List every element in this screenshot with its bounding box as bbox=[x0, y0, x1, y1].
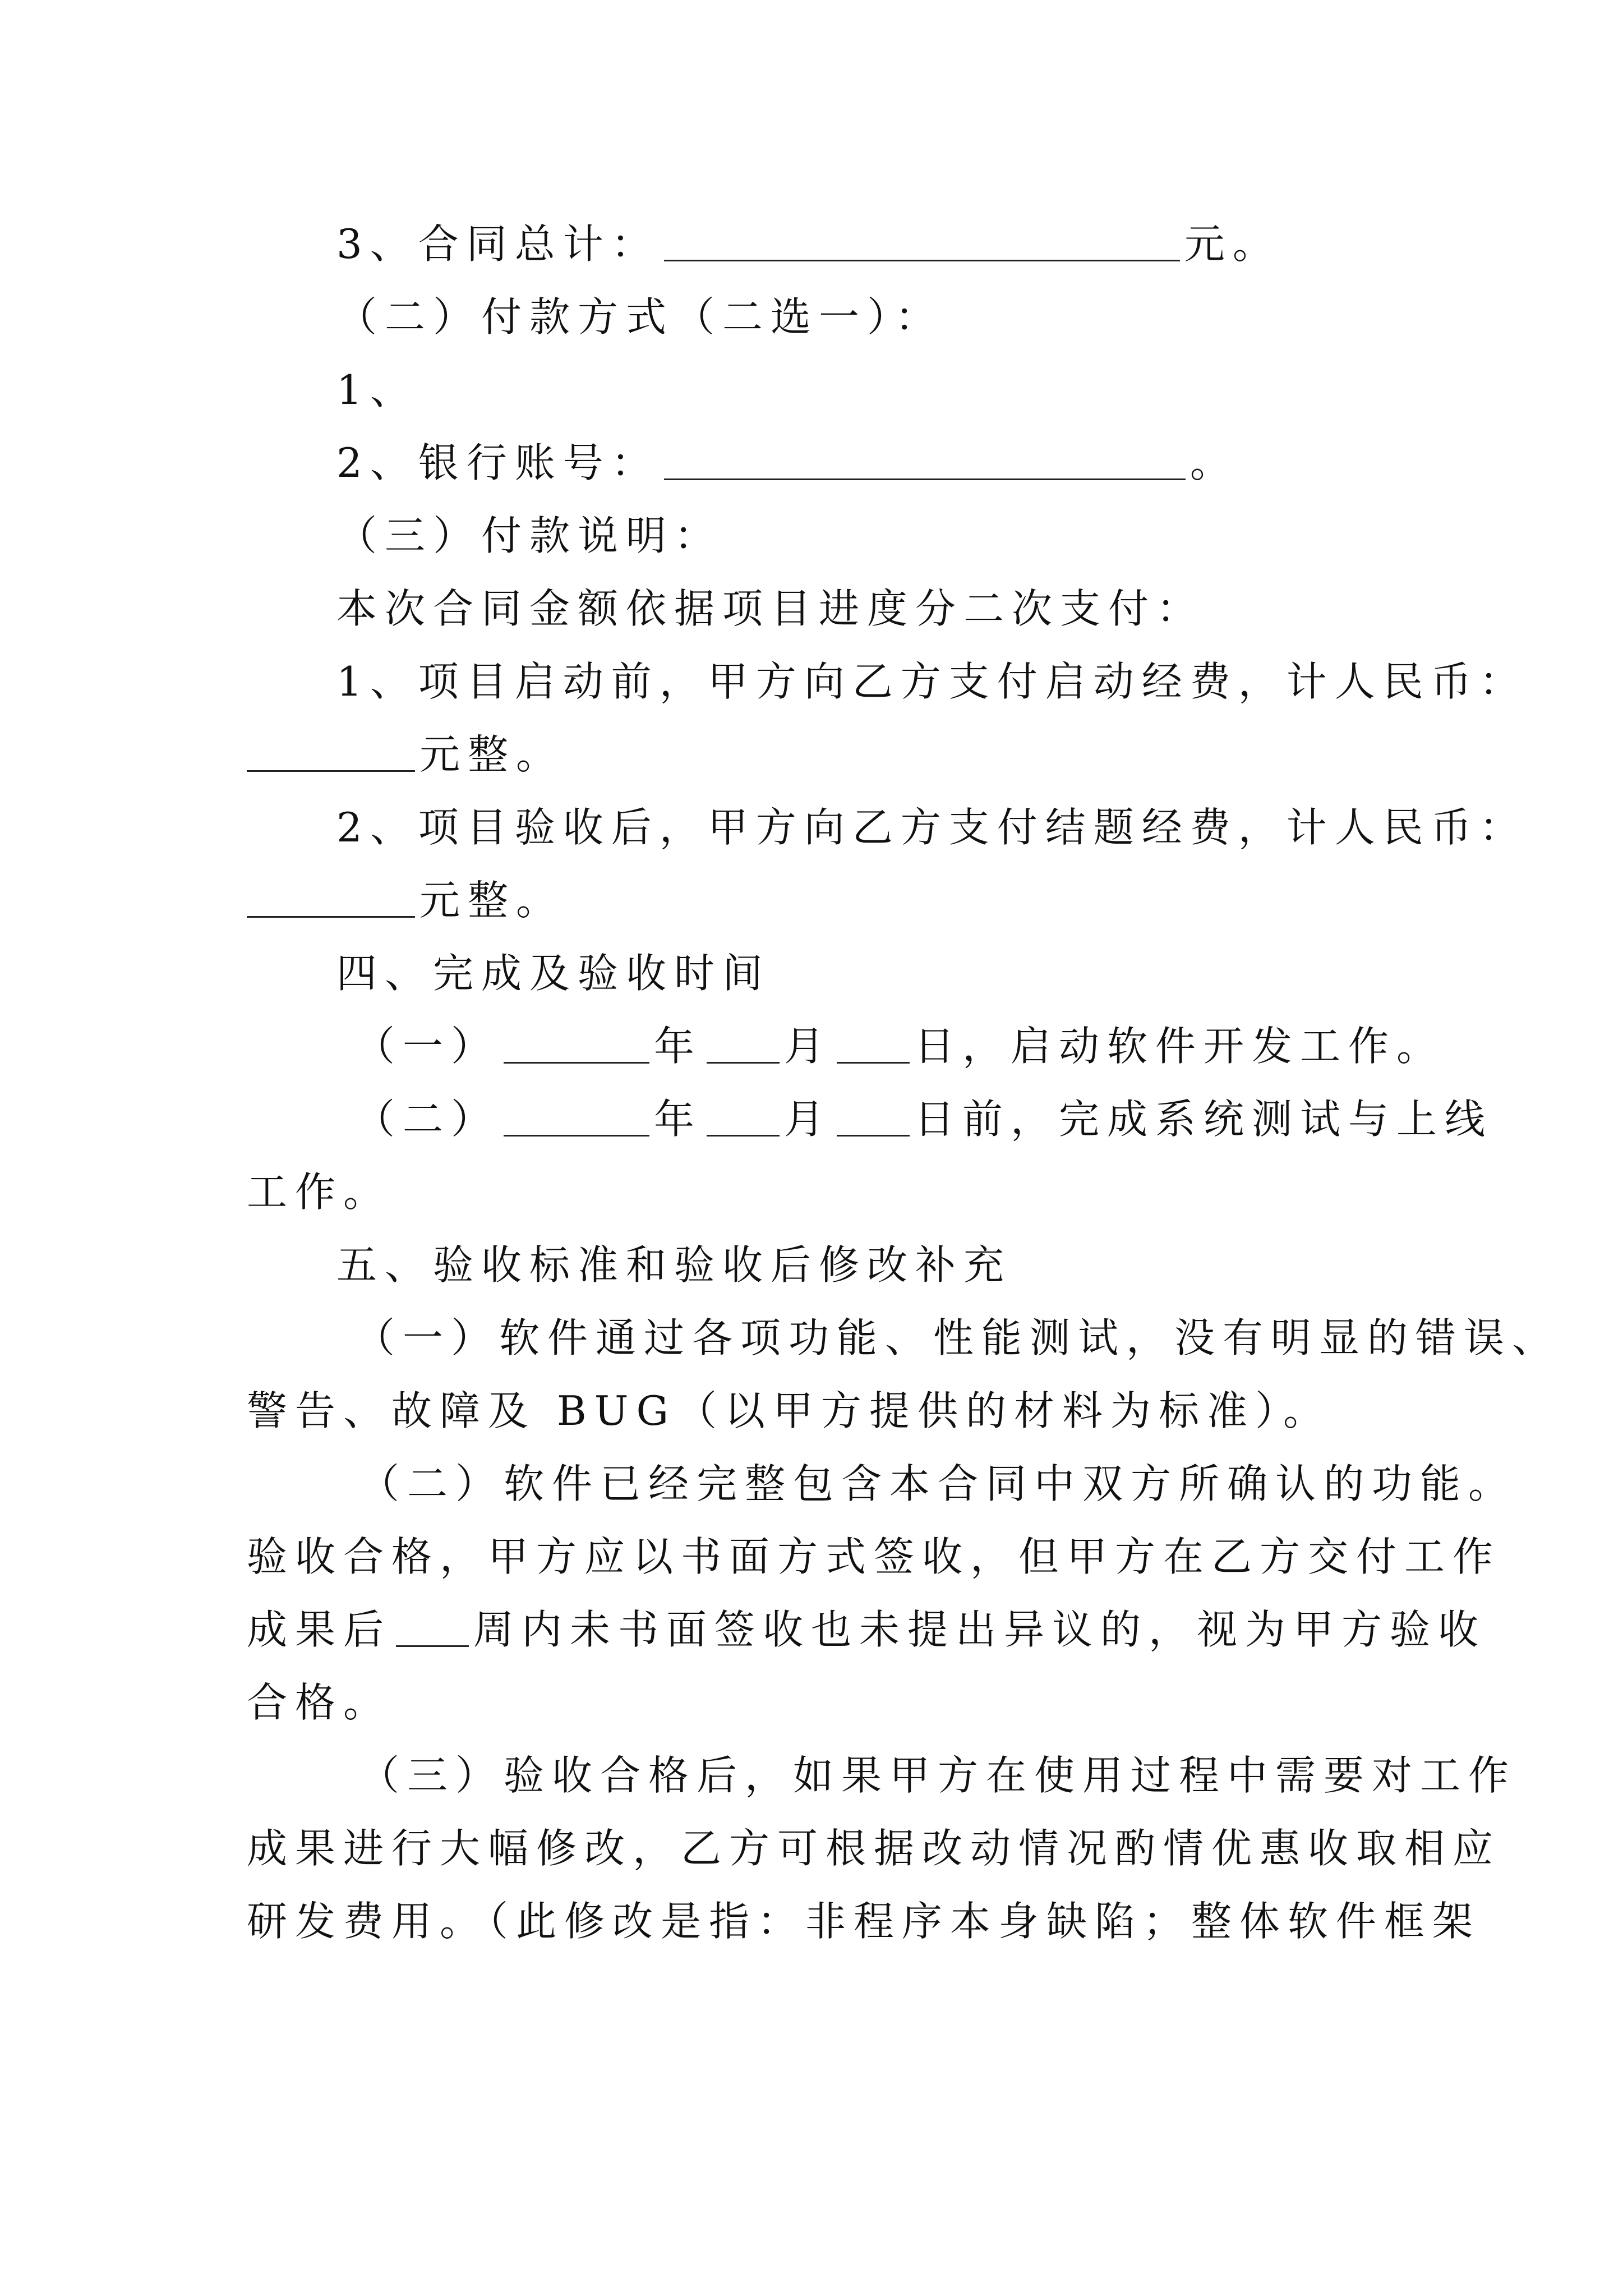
payment-stage-2-amount bbox=[247, 872, 564, 928]
weeks-prefix: 成果后 bbox=[247, 1606, 392, 1653]
bank-account-blank bbox=[664, 438, 1186, 480]
stage-2-amount-blank bbox=[247, 876, 415, 918]
acceptance-item-2: （二）软件已经完整包含本合同中双方所确认的功能。 bbox=[359, 1460, 1517, 1507]
payment-stage-2: 2、项目验收后，甲方向乙方支付结题经费，计人民币： bbox=[336, 804, 1528, 851]
acceptance-item-2-cont-1: 验收合格，甲方应以书面方式签收，但甲方在乙方交付工作 bbox=[247, 1533, 1501, 1580]
bank-account-label: 2、银行账号： bbox=[336, 439, 660, 486]
bank-account-end: 。 bbox=[1189, 439, 1238, 486]
stage-1-amount-blank bbox=[247, 730, 415, 772]
payment-stage-1-amount bbox=[247, 726, 564, 783]
stage-1-amount-unit: 元整。 bbox=[419, 731, 565, 778]
start-month-blank bbox=[707, 1022, 780, 1064]
start-month-label: 月 bbox=[784, 1023, 833, 1070]
stage-2-amount-unit: 元整。 bbox=[419, 877, 565, 924]
schedule-finish-label: （二） bbox=[354, 1096, 500, 1143]
acceptance-item-3-cont-2: 研发费用。（此修改是指：非程序本身缺陷；整体软件框架 bbox=[247, 1898, 1481, 1945]
section-5-heading: 五、验收标准和验收后修改补充 bbox=[336, 1241, 1012, 1289]
contract-total-label: 3、合同总计： bbox=[336, 220, 660, 268]
weeks-suffix: 周内未书面签收也未提出异议的，视为甲方验收 bbox=[473, 1606, 1487, 1653]
acceptance-item-3: （三）验收合格后，如果甲方在使用过程中需要对工作 bbox=[359, 1752, 1517, 1799]
finish-year-blank bbox=[504, 1094, 649, 1137]
start-day-text: 日，启动软件开发工作。 bbox=[914, 1023, 1445, 1070]
payment-stage-1: 1、项目启动前，甲方向乙方支付启动经费，计人民币： bbox=[336, 658, 1528, 705]
payment-note-heading: （三）付款说明： bbox=[336, 512, 723, 559]
acceptance-item-2-cont-2 bbox=[247, 1602, 1486, 1658]
finish-day-text: 日前，完成系统测试与上线 bbox=[914, 1096, 1493, 1143]
weeks-blank bbox=[396, 1605, 469, 1647]
section-4-heading: 四、完成及验收时间 bbox=[336, 950, 771, 997]
acceptance-item-1: （一）软件通过各项功能、性能测试，没有明显的错误、 bbox=[354, 1314, 1561, 1361]
acceptance-item-1-cont: 警告、故障及 BUG（以甲方提供的材料为标准）。 bbox=[247, 1387, 1331, 1434]
start-year-blank bbox=[504, 1022, 649, 1064]
schedule-finish-line bbox=[354, 1091, 1493, 1147]
contract-total-line bbox=[336, 216, 1281, 272]
acceptance-item-2-cont-3: 合格。 bbox=[247, 1679, 392, 1726]
payment-intro: 本次合同金额依据项目进度分二次支付： bbox=[336, 585, 1205, 632]
acceptance-item-3-cont-1: 成果进行大幅修改，乙方可根据改动情况酌情优惠收取相应 bbox=[247, 1825, 1501, 1872]
finish-month-label: 月 bbox=[784, 1096, 833, 1143]
schedule-start-label: （一） bbox=[354, 1023, 500, 1070]
contract-total-unit: 元。 bbox=[1184, 220, 1281, 268]
contract-total-blank bbox=[664, 219, 1180, 261]
start-day-blank bbox=[837, 1022, 910, 1064]
schedule-start-line bbox=[354, 1018, 1445, 1074]
finish-day-blank bbox=[837, 1094, 910, 1137]
payment-method-heading: （二）付款方式（二选一）： bbox=[336, 293, 944, 341]
schedule-finish-cont: 工作。 bbox=[247, 1168, 392, 1216]
finish-month-blank bbox=[707, 1094, 780, 1137]
finish-year-label: 年 bbox=[654, 1096, 703, 1143]
payment-option-1: 1、 bbox=[336, 366, 418, 413]
bank-account-line bbox=[336, 435, 1238, 491]
start-year-label: 年 bbox=[654, 1023, 703, 1070]
